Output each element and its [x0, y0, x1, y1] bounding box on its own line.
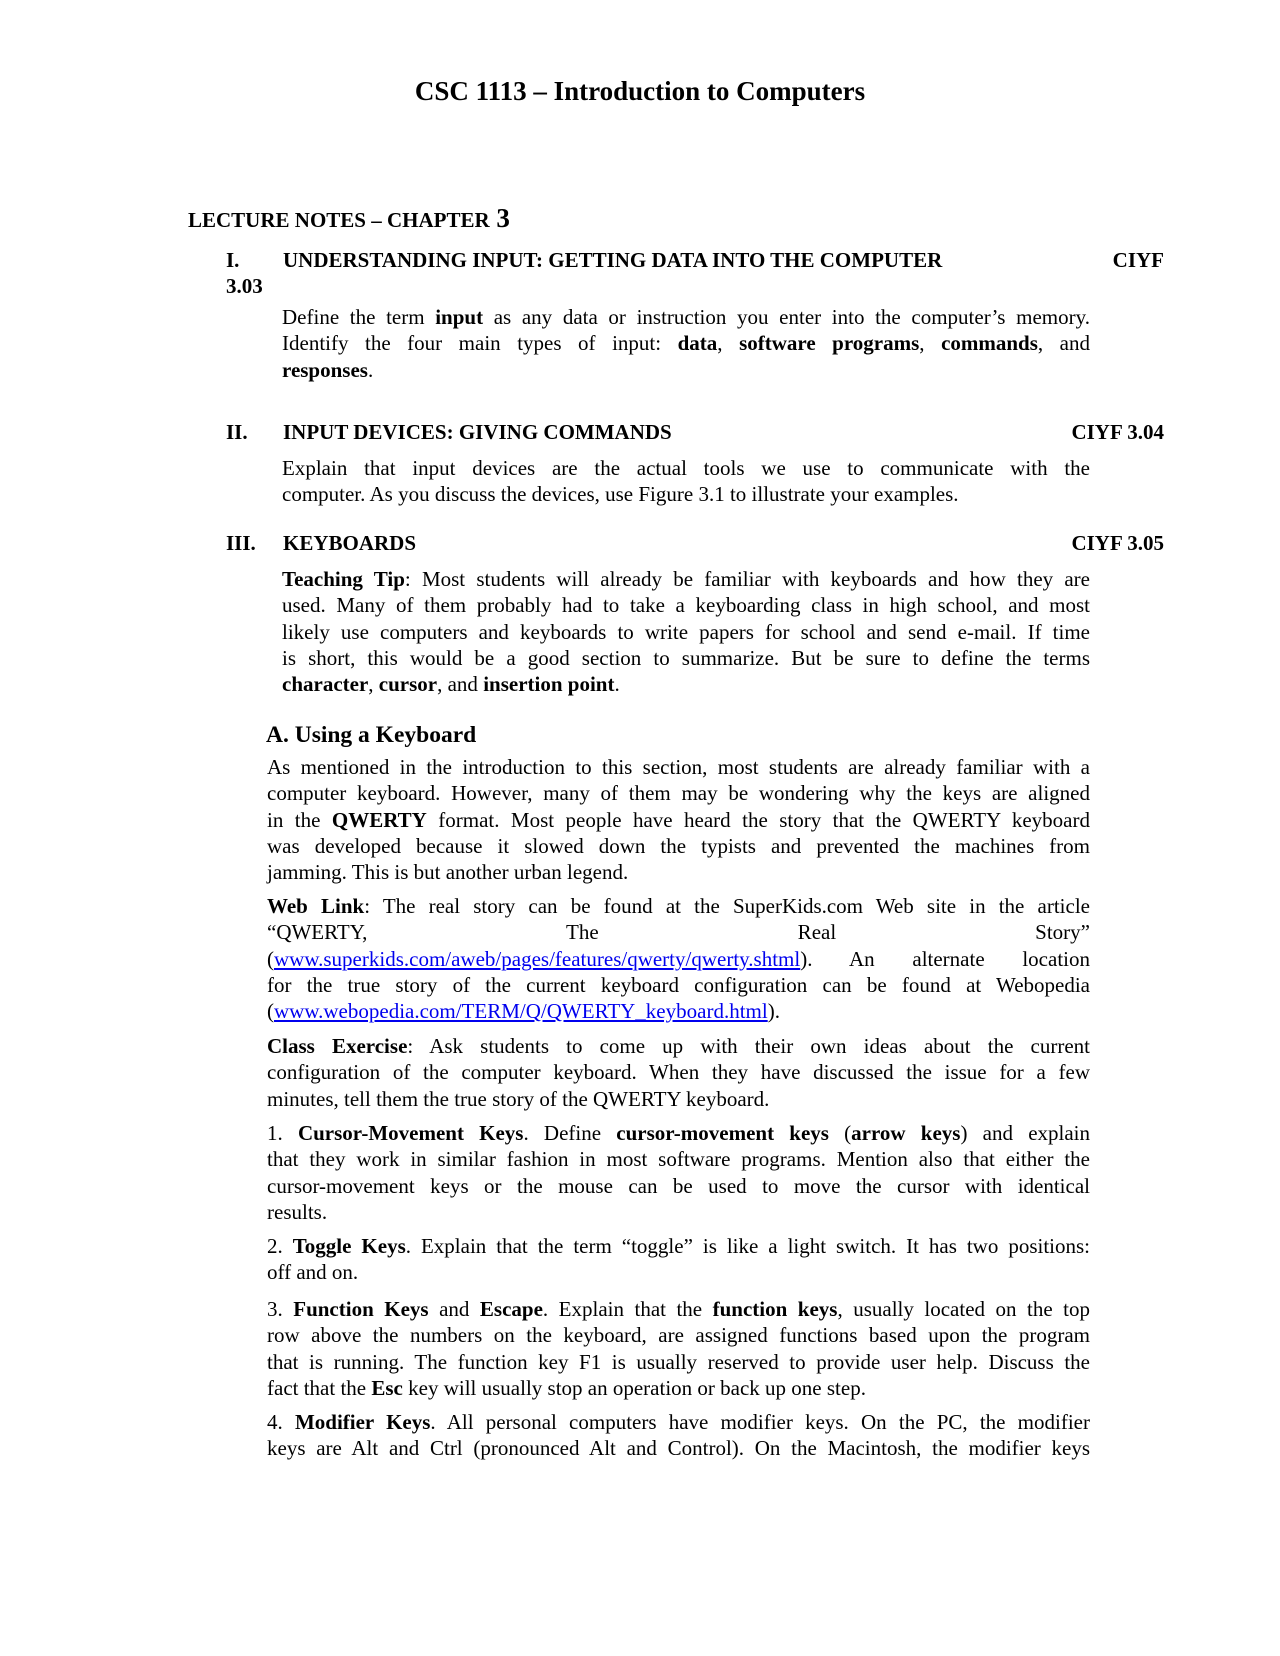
paragraph-web-link — [267, 893, 1090, 1024]
text-line: that they work in similar fashion in most software programs. Mention also that either the — [267, 1147, 1090, 1172]
section-reference: CIYF — [1112, 248, 1164, 272]
text-line: computer. As you discuss the devices, use Figure 3.1 to illustrate your examples. — [282, 482, 959, 507]
text-line: likely use computers and keyboards to write papers for school and send e-mail. If time — [282, 619, 1090, 644]
text-line: Explain that input devices are the actual tools we use to communicate with the — [282, 456, 1090, 480]
lecture-heading-number: 3 — [489, 203, 510, 233]
text-line: Define the term input as any data or instruction you enter into the computer’s memory. — [282, 305, 1090, 329]
text-line: character, cursor, and insertion point. — [282, 672, 620, 697]
text-line: (www.superkids.com/aweb/pages/features/qwerty/qwerty.shtml). An alternate location — [267, 946, 1090, 971]
text-line: 1. Cursor-Movement Keys. Define cursor-movement keys (arrow keys) and explain — [267, 1121, 1091, 1145]
section-2-body — [282, 455, 1090, 508]
lecture-heading — [188, 203, 510, 234]
webopedia-link[interactable]: www.webopedia.com/TERM/Q/QWERTY_keyboard.html — [274, 999, 768, 1024]
text-line: results. — [267, 1199, 328, 1224]
paragraph-modifier-keys — [267, 1409, 1090, 1462]
text-line: minutes, tell them the true story of the QWERTY keyboard. — [267, 1086, 770, 1111]
section-number: II. — [226, 420, 248, 444]
text-line: 4. Modifier Keys. All personal computers have modifier keys. On the PC, the modifier — [267, 1410, 1090, 1434]
text-line: off and on. — [267, 1260, 359, 1285]
text-line: Identify the four main types of input: data, software programs, commands, and — [282, 331, 1090, 356]
text-line: keys are Alt and Ctrl (pronounced Alt and Control). On the Macintosh, the modifier keys — [267, 1436, 1090, 1461]
text-line: row above the numbers on the keyboard, are assigned functions based upon the program — [267, 1323, 1090, 1348]
text-line: used. Many of them probably had to take a keyboarding class in high school, and most — [282, 593, 1090, 618]
section-1-body — [282, 304, 1090, 383]
section-reference: CIYF 3.05 — [1071, 531, 1164, 555]
text-line: fact that the Esc key will usually stop an operation or back up one step. — [267, 1375, 866, 1400]
section-reference-page: 3.03 — [226, 274, 263, 298]
lecture-heading-text: LECTURE NOTES – C — [188, 208, 403, 232]
text-line: jamming. This is but another urban legend. — [267, 860, 629, 885]
section-label: INPUT DEVICES: GIVING COMMANDS — [283, 420, 672, 444]
section-number: I. — [226, 248, 240, 272]
text-line: in the QWERTY format. Most people have heard the story that the QWERTY keyboard — [267, 807, 1090, 832]
text-line: configuration of the computer keyboard. When they have discussed the issue for a few — [267, 1060, 1090, 1085]
text-line: Teaching Tip: Most students will already be familiar with keyboards and how they are — [282, 567, 1090, 591]
section-label: KEYBOARDS — [283, 531, 417, 555]
text-line: that is running. The function key F1 is usually reserved to provide user help. Discuss the — [267, 1349, 1090, 1374]
text-line: for the true story of the current keyboard configuration can be found at Webopedia — [267, 972, 1090, 997]
text-line: Web Link: The real story can be found at the SuperKids.com Web site in the article — [267, 894, 1090, 918]
text-line: (www.webopedia.com/TERM/Q/QWERTY_keyboard.html). — [267, 999, 780, 1024]
section-reference: CIYF 3.04 — [1071, 420, 1164, 444]
lecture-heading-chapter: HAPTER — [402, 208, 490, 232]
text-line: computer keyboard. However, many of them may be wondering why the keys are aligned — [267, 781, 1090, 806]
paragraph-class-exercise — [267, 1033, 1090, 1112]
text-line: was developed because it slowed down the typists and prevented the machines from — [267, 833, 1090, 858]
page-title: CSC 1113 – Introduction to Computers — [414, 76, 866, 106]
text-line: cursor-movement keys or the mouse can be used to move the cursor with identical — [267, 1173, 1090, 1198]
text-line: responses. — [282, 357, 374, 382]
text-line: 2. Toggle Keys. Explain that the term “toggle” is like a light switch. It has two positions: — [267, 1234, 1090, 1258]
paragraph-function-keys — [267, 1296, 1090, 1401]
subsection-heading: A. Using a Keyboard — [266, 722, 477, 748]
paragraph-toggle-keys — [267, 1233, 1090, 1286]
text-line: As mentioned in the introduction to this section, most students are already familiar with a — [267, 755, 1090, 779]
text-line: 3. Function Keys and Escape. Explain that the function keys, usually located on the top — [267, 1297, 1091, 1321]
text-line: is short, this would be a good section to summarize. But be sure to define the terms — [282, 645, 1090, 670]
paragraph-cursor-keys — [267, 1120, 1090, 1225]
teaching-tip — [282, 566, 1090, 697]
paragraph-intro — [267, 754, 1090, 885]
section-label: UNDERSTANDING INPUT: GETTING DATA INTO THE COMPUTER — [283, 248, 943, 272]
text-line: “QWERTY, The Real Story” — [267, 920, 1090, 945]
superkids-link[interactable]: www.superkids.com/aweb/pages/features/qwerty/qwerty.shtml — [274, 946, 801, 971]
text-line: Class Exercise: Ask students to come up with their own ideas about the current — [267, 1034, 1090, 1058]
section-number: III. — [226, 531, 256, 555]
